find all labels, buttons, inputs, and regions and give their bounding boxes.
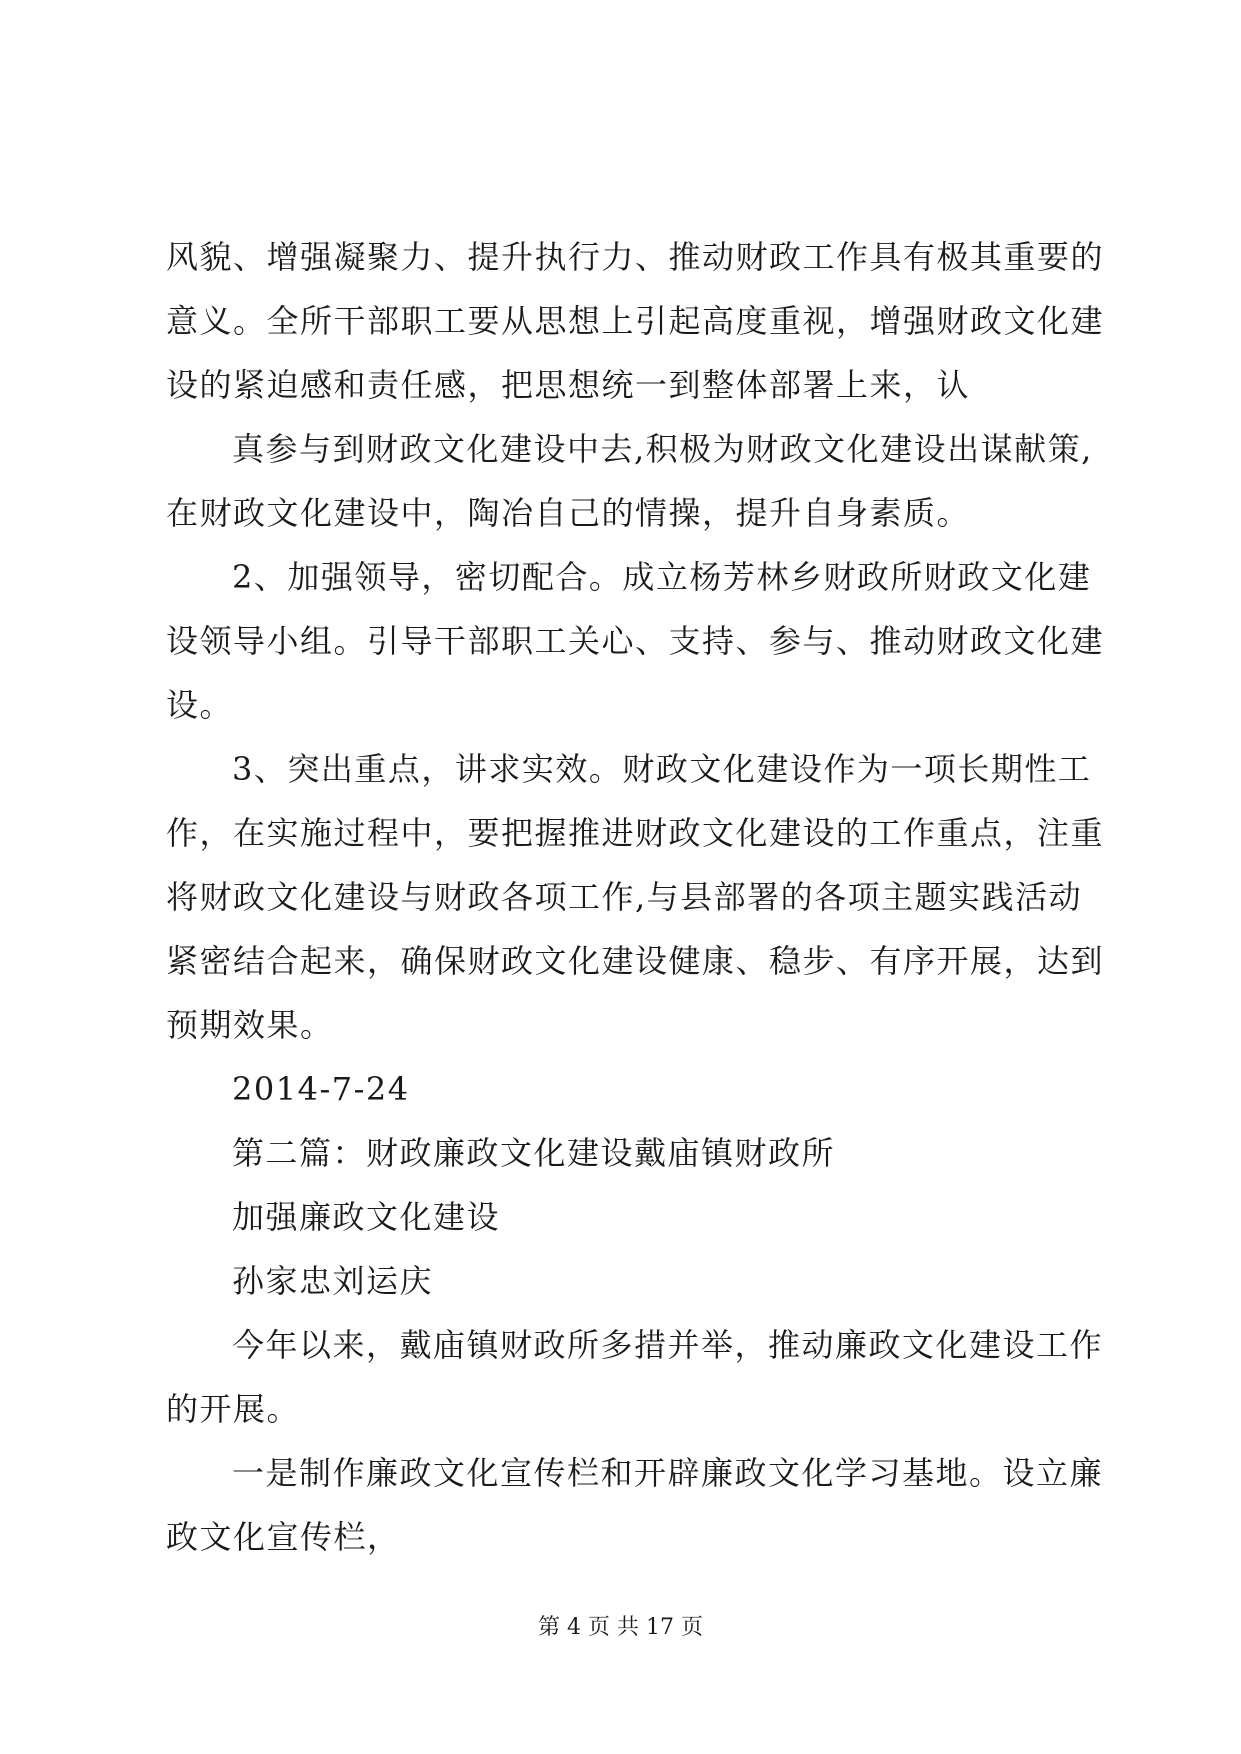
body-line-3: 设的紧迫感和责任感，把思想统一到整体部署上来，认 bbox=[166, 366, 971, 404]
body-line-5: 在财政文化建设中，陶冶自己的情操，提升自身素质。 bbox=[166, 494, 971, 532]
body-line-2: 意义。全所干部职工要从思想上引起高度重视，增强财政文化建 bbox=[166, 302, 1105, 340]
body-line-13: 预期效果。 bbox=[166, 1006, 334, 1044]
page-number-footer: 第 4 页 共 17 页 bbox=[538, 1615, 703, 1640]
body-line-10: 作，在实施过程中，要把握推进财政文化建设的工作重点，注重 bbox=[166, 814, 1105, 852]
body-line-4: 真参与到财政文化建设中去,积极为财政文化建设出谋献策, bbox=[232, 430, 1093, 468]
body-line-8: 设。 bbox=[166, 686, 234, 724]
article-title: 加强廉政文化建设 bbox=[232, 1198, 501, 1236]
body-line-19: 的开展。 bbox=[166, 1390, 301, 1428]
body-line-20: 一是制作廉政文化宣传栏和开辟廉政文化学习基地。设立廉 bbox=[232, 1454, 1104, 1492]
body-line-9: 3、突出重点，讲求实效。财政文化建设作为一项长期性工 bbox=[232, 750, 1092, 788]
body-line-21: 政文化宣传栏， bbox=[166, 1518, 401, 1556]
body-line-11: 将财政文化建设与财政各项工作,与县部署的各项主题实践活动 bbox=[166, 878, 1083, 916]
document-body bbox=[166, 225, 1105, 1569]
body-line-1: 风貌、增强凝聚力、提升执行力、推动财政工作具有极其重要的 bbox=[166, 238, 1105, 276]
body-line-7: 设领导小组。引导干部职工关心、支持、参与、推动财政文化建 bbox=[166, 622, 1105, 660]
body-line-18: 今年以来，戴庙镇财政所多措并举，推动廉政文化建设工作 bbox=[232, 1326, 1104, 1364]
body-line-12: 紧密结合起来，确保财政文化建设健康、稳步、有序开展，达到 bbox=[166, 942, 1105, 980]
body-line-6: 2、加强领导，密切配合。成立杨芳林乡财政所财政文化建 bbox=[232, 558, 1092, 596]
article-authors: 孙家忠刘运庆 bbox=[232, 1262, 434, 1300]
section-title: 第二篇：财政廉政文化建设戴庙镇财政所 bbox=[232, 1134, 836, 1172]
date-line: 2014-7-24 bbox=[232, 1070, 410, 1108]
